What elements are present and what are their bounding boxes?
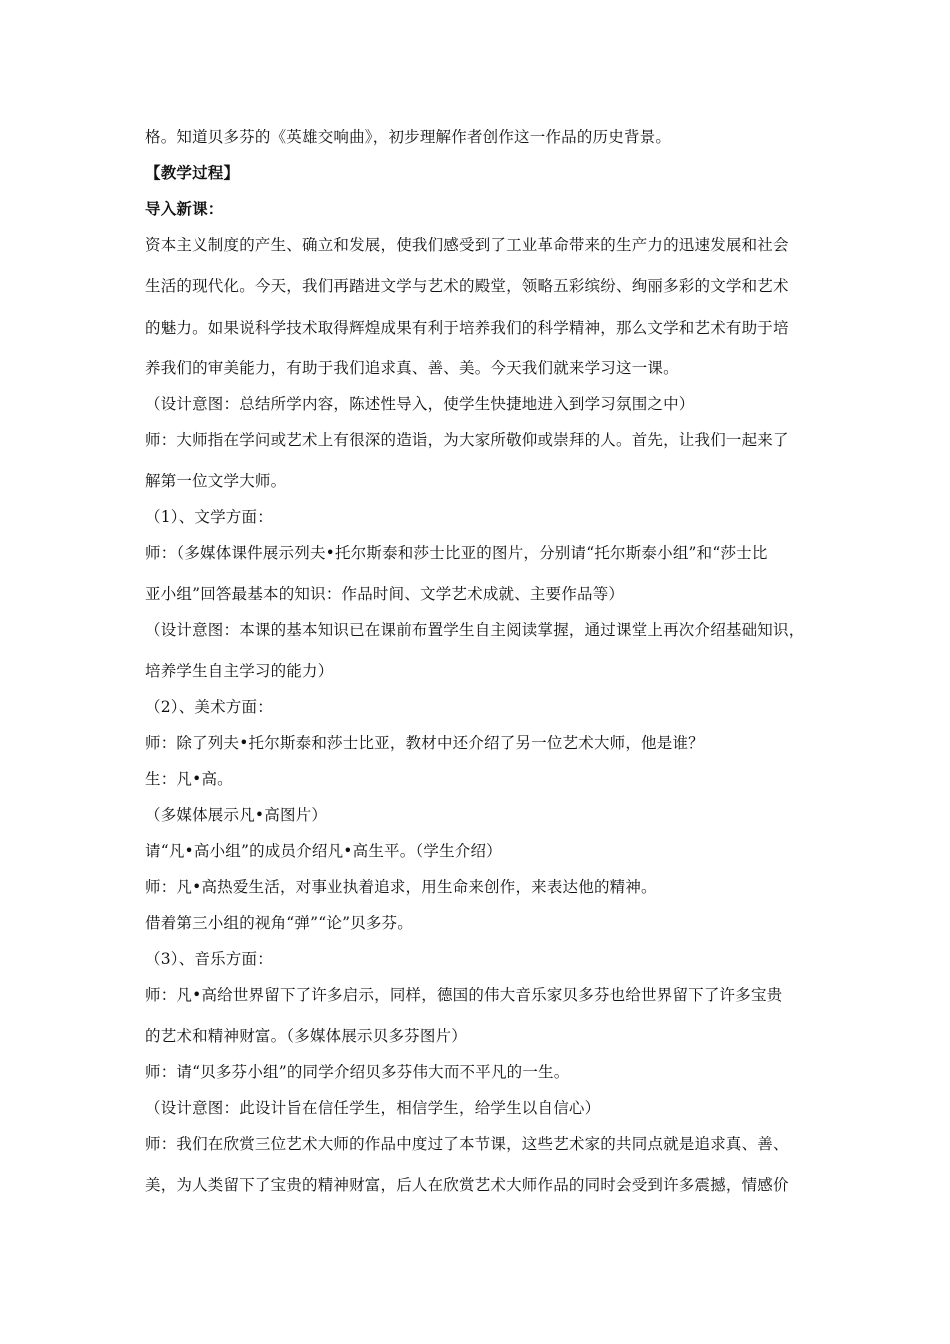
design-intent-note: （设计意图：本课的基本知识已在课前布置学生自主阅读掌握，通过课堂上再次介绍基础知识， — [145, 621, 805, 639]
design-intent-note: 培养学生自主学习的能力） — [145, 662, 334, 680]
teacher-line: 师：凡•高热爱生活，对事业执着追求，用生命来创作，来表达他的精神。 — [145, 878, 657, 896]
design-intent-note: （设计意图：总结所学内容，陈述性导入，使学生快捷地进入到学习氛围之中） — [145, 395, 695, 413]
section-heading-intro: 导入新课： — [145, 200, 224, 218]
student-line: 生：凡•高。 — [145, 770, 233, 788]
media-note: （多媒体展示凡•高图片） — [145, 806, 328, 824]
subsection-literature: （1）、文学方面： — [145, 508, 273, 526]
teacher-line: 师：凡•高给世界留下了许多启示，同样，德国的伟大音乐家贝多芬也给世界留下了许多宝贵 — [145, 986, 783, 1004]
subsection-fine-art: （2）、美术方面： — [145, 698, 273, 716]
teacher-line: 师：我们在欣赏三位艺术大师的作品中度过了本节课，这些艺术家的共同点就是追求真、善、 — [145, 1135, 789, 1153]
teacher-line: 师：（多媒体课件展示列夫•托尔斯泰和莎士比亚的图片，分别请“托尔斯泰小组”和“莎士比 — [145, 544, 768, 562]
request-line: 请“凡•高小组”的成员介绍凡•高生平。（学生介绍） — [145, 842, 502, 860]
teacher-line: 师：请“贝多芬小组”的同学介绍贝多芬伟大而不平凡的一生。 — [145, 1063, 570, 1081]
teacher-line: 解第一位文学大师。 — [145, 472, 287, 490]
teacher-line: 师：大师指在学问或艺术上有很深的造诣，为大家所敬仰或崇拜的人。首先，让我们一起来了 — [145, 431, 789, 449]
paragraph-line: 养我们的审美能力，有助于我们追求真、善、美。今天我们就来学习这一课。 — [145, 359, 679, 377]
subsection-music: （3）、音乐方面： — [145, 950, 273, 968]
paragraph-line: 格。知道贝多芬的《英雄交响曲》，初步理解作者创作这一作品的历史背景。 — [145, 128, 672, 146]
section-heading-process: 【教学过程】 — [145, 164, 240, 182]
paragraph-line: 资本主义制度的产生、确立和发展，使我们感受到了工业革命带来的生产力的迅速发展和社会 — [145, 236, 789, 254]
paragraph-line: 的魅力。如果说科学技术取得辉煌成果有利于培养我们的科学精神，那么文学和艺术有助于培 — [145, 319, 789, 337]
paragraph-line: 生活的现代化。今天，我们再踏进文学与艺术的殿堂，领略五彩缤纷、绚丽多彩的文学和艺术 — [145, 277, 789, 295]
teacher-line: 亚小组”回答最基本的知识：作品时间、文学艺术成就、主要作品等） — [145, 585, 625, 603]
teacher-line: 的艺术和精神财富。（多媒体展示贝多芬图片） — [145, 1027, 467, 1045]
bridge-line: 借着第三小组的视角“弹”“论”贝多芬。 — [145, 914, 413, 932]
teacher-line: 师：除了列夫•托尔斯泰和莎士比亚，教材中还介绍了另一位艺术大师，他是谁？ — [145, 734, 704, 752]
design-intent-note: （设计意图：此设计旨在信任学生，相信学生，给学生以自信心） — [145, 1099, 601, 1117]
teacher-line: 美，为人类留下了宝贵的精神财富，后人在欣赏艺术大师作品的同时会受到许多震撼，情感价 — [145, 1176, 789, 1194]
